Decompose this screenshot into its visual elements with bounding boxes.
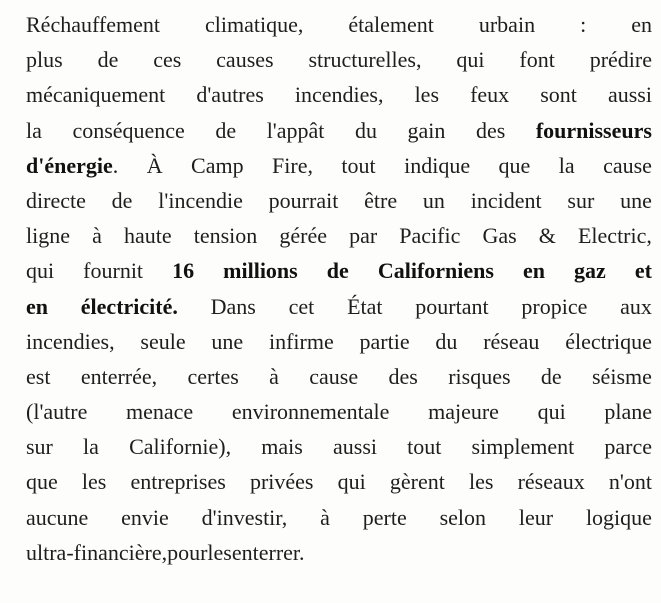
word: réseau xyxy=(483,328,540,354)
bold-word: en xyxy=(523,258,545,284)
word: la xyxy=(558,152,575,178)
word: pourrait xyxy=(268,187,339,213)
text-line xyxy=(26,183,652,218)
word: incendies, xyxy=(294,82,384,108)
word: Fire, xyxy=(272,152,313,178)
word: partie xyxy=(359,328,410,354)
word: que xyxy=(498,152,531,178)
word: État xyxy=(347,293,383,319)
word: certes xyxy=(187,363,239,389)
word: indique xyxy=(404,152,471,178)
word: Camp xyxy=(191,152,244,178)
word: qui xyxy=(537,399,566,425)
punctuation: . xyxy=(112,152,119,178)
word: plus xyxy=(26,47,63,73)
word: en xyxy=(631,12,652,37)
text-line xyxy=(26,218,652,253)
word: gérée xyxy=(279,223,327,249)
text-line xyxy=(26,324,652,359)
word: À xyxy=(146,152,163,178)
word: parce xyxy=(604,434,652,460)
text-line xyxy=(26,359,652,394)
word: enterrer. xyxy=(231,539,305,565)
word: prédire xyxy=(589,47,652,73)
bold-word: en xyxy=(26,293,48,319)
word: Electric, xyxy=(577,223,652,249)
word: qui xyxy=(456,47,485,73)
word: un xyxy=(422,187,445,213)
text-line xyxy=(26,77,652,112)
word: ultra-financière, xyxy=(26,539,168,565)
word: gain xyxy=(407,117,446,143)
word: les xyxy=(414,82,440,108)
word: l'incendie xyxy=(158,187,243,213)
word: aux xyxy=(620,293,652,319)
text-line xyxy=(26,500,652,535)
word: réseaux xyxy=(517,469,585,495)
text-line xyxy=(26,535,652,570)
word: électrique xyxy=(565,328,652,354)
word: à xyxy=(269,363,279,389)
word: sur xyxy=(26,434,53,460)
word: de xyxy=(215,117,237,143)
word: privées xyxy=(249,469,314,495)
text-line xyxy=(26,7,652,42)
word: du xyxy=(435,328,458,354)
bold-word: électricité. xyxy=(80,293,178,319)
bold-word: fournisseurs xyxy=(535,117,652,143)
word-group xyxy=(26,148,118,183)
word: Gas xyxy=(482,223,517,249)
word: Pacific xyxy=(399,223,461,249)
text-line xyxy=(26,394,652,429)
word: cause xyxy=(309,363,359,389)
word: d'investir, xyxy=(201,504,288,530)
word: des xyxy=(388,363,418,389)
word: simplement xyxy=(471,434,575,460)
word: selon xyxy=(439,504,487,530)
text-line xyxy=(26,148,652,183)
bold-word: et xyxy=(634,258,652,284)
bold-word: gaz xyxy=(574,258,606,284)
word: incident xyxy=(470,187,542,213)
word: causes xyxy=(216,47,274,73)
bold-word: de xyxy=(326,258,349,284)
word: étalement xyxy=(348,12,434,37)
word: haute xyxy=(123,223,172,249)
word: structurelles, xyxy=(308,47,422,73)
word: tout xyxy=(407,434,442,460)
word: (l'autre xyxy=(26,399,88,425)
word: font xyxy=(519,47,555,73)
word: climatique, xyxy=(204,12,304,37)
word: pour xyxy=(167,539,208,565)
text-line xyxy=(26,429,652,464)
word: est xyxy=(26,363,51,389)
bold-word: millions xyxy=(223,258,298,284)
word: sur xyxy=(567,187,595,213)
word: de xyxy=(111,187,133,213)
word: les xyxy=(81,469,107,495)
word: aussi xyxy=(607,82,652,108)
word: la xyxy=(26,117,42,143)
word: séisme xyxy=(592,363,652,389)
word: pourtant xyxy=(415,293,489,319)
text-line xyxy=(26,113,652,148)
text-line xyxy=(26,289,652,324)
word: tout xyxy=(341,152,376,178)
word: conséquence xyxy=(72,117,185,143)
word: aucune xyxy=(26,504,89,530)
word: Dans xyxy=(210,293,256,319)
word: les xyxy=(207,539,232,565)
bold-word: 16 xyxy=(172,258,195,284)
word: propice xyxy=(521,293,588,319)
text-line xyxy=(26,42,652,77)
word: directe xyxy=(26,187,86,213)
word: : xyxy=(580,12,587,37)
word: & xyxy=(538,223,556,249)
word: mais xyxy=(261,434,303,460)
word: qui xyxy=(337,469,366,495)
word: perte xyxy=(362,504,407,530)
word: plane xyxy=(604,399,652,425)
word: aussi xyxy=(333,434,377,460)
word: infirme xyxy=(268,328,334,354)
word: enterrée, xyxy=(80,363,158,389)
word: seule xyxy=(140,328,186,354)
word: de xyxy=(97,47,119,73)
word: ligne xyxy=(26,223,70,249)
word: cet xyxy=(288,293,315,319)
word: d'autres xyxy=(196,82,264,108)
word: entreprises xyxy=(130,469,226,495)
word: cause xyxy=(603,152,652,178)
bold-word: d'énergie xyxy=(26,152,113,178)
word: une xyxy=(620,187,652,213)
word: être xyxy=(364,187,398,213)
word: menace xyxy=(126,399,194,425)
word: ces xyxy=(153,47,182,73)
word: sont xyxy=(540,82,577,108)
word: Réchauffement xyxy=(26,12,160,37)
article-paragraph xyxy=(26,7,652,570)
word: à xyxy=(320,504,330,530)
word: incendies, xyxy=(26,328,115,354)
word: envie xyxy=(121,504,169,530)
word: risques xyxy=(448,363,511,389)
word: urbain xyxy=(478,12,536,37)
word: une xyxy=(211,328,244,354)
word: majeure xyxy=(428,399,499,425)
word: logique xyxy=(585,504,652,530)
word: que xyxy=(26,469,58,495)
word: qui xyxy=(26,258,55,284)
word: l'appât xyxy=(266,117,325,143)
word: mécaniquement xyxy=(26,82,166,108)
word: feux xyxy=(470,82,510,108)
word: Californie), xyxy=(129,434,232,460)
text-line xyxy=(26,253,652,288)
word: leur xyxy=(518,504,554,530)
word: fournit xyxy=(83,258,144,284)
word: du xyxy=(354,117,377,143)
word: de xyxy=(540,363,562,389)
word: environnementale xyxy=(231,399,390,425)
word: à xyxy=(92,223,102,249)
word: n'ont xyxy=(608,469,652,495)
word: par xyxy=(349,223,378,249)
bold-word: Californiens xyxy=(377,258,494,284)
word: la xyxy=(83,434,99,460)
word: tension xyxy=(193,223,258,249)
word: des xyxy=(475,117,506,143)
word: les xyxy=(468,469,494,495)
word: gèrent xyxy=(389,469,445,495)
text-line xyxy=(26,464,652,499)
